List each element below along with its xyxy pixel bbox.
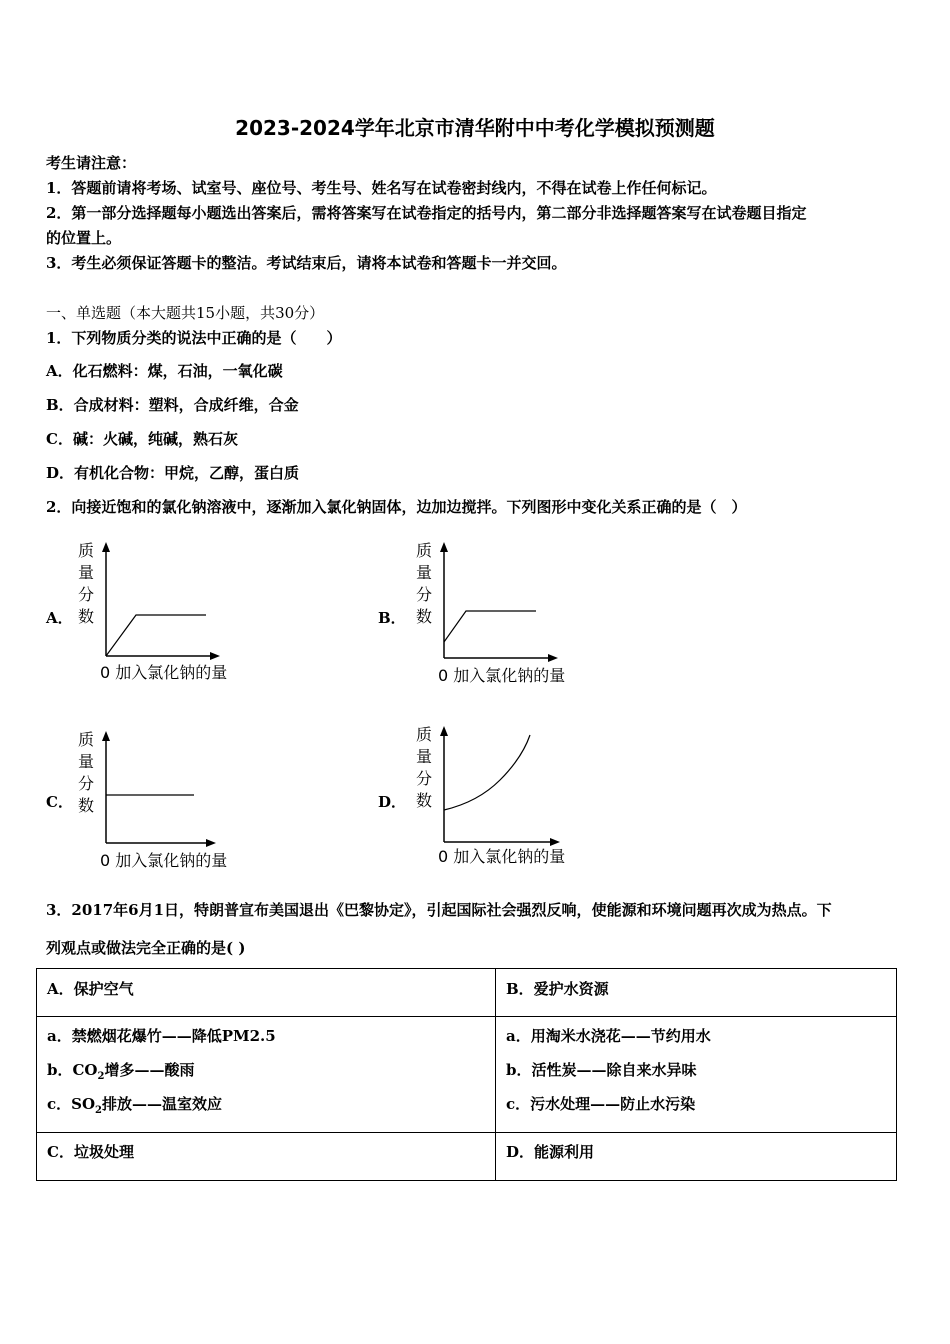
graph-c-ylabel-4: 数 <box>78 796 95 815</box>
q3-b-item-a: a．用淘米水浇花——节约用水 <box>506 1027 711 1045</box>
graph-a-ylabel-2: 量 <box>78 563 95 582</box>
q3-cell-d-head <box>496 1133 897 1181</box>
graph-c-x-arrow <box>206 839 216 847</box>
notice-item-1: 1．答题前请将考场、试室号、座位号、考生号、姓名写在试卷密封线内，不得在试卷上作任何标记。 <box>46 179 717 197</box>
q3-b-item-b: b．活性炭——除自来水异味 <box>506 1061 697 1079</box>
graph-b-ylabel-3: 分 <box>416 585 433 604</box>
graph-a-ylabel-3: 分 <box>78 585 95 604</box>
graph-a-ylabel-1: 质 <box>78 541 95 560</box>
graph-c-y-arrow <box>102 731 110 741</box>
q3-a-item-c-pre: c．SO <box>47 1095 96 1113</box>
q2-graph-a <box>70 538 250 688</box>
graph-d-ylabel-2: 量 <box>416 747 433 766</box>
graph-a-x-arrow <box>210 652 220 660</box>
graph-d-x-arrow <box>550 838 560 846</box>
graph-d-ylabel-4: 数 <box>416 791 433 810</box>
q3-b-head: B．爱护水资源 <box>506 980 609 998</box>
graph-d-ylabel-1: 质 <box>416 725 433 744</box>
page-title: 2023-2024学年北京市清华附中中考化学模拟预测题 <box>235 116 715 140</box>
q3-cell-a-head <box>37 969 496 1017</box>
graph-b-ylabel-2: 量 <box>416 563 433 582</box>
q3-a-item-a: a．禁燃烟花爆竹——降低PM2.5 <box>47 1027 276 1045</box>
q3-b-item-c: c．污水处理——防止水污染 <box>506 1095 696 1113</box>
q3-a-item-b <box>47 1053 485 1087</box>
q3-c-head: C．垃圾处理 <box>47 1143 134 1161</box>
q3-a-item-b-sub: 2 <box>97 1071 105 1082</box>
q3-cell-c-head <box>37 1133 496 1181</box>
graph-b-xlabel: 0 加入氯化钠的量 <box>438 666 566 685</box>
notice-heading: 考生请注意： <box>46 154 137 172</box>
graph-c-xlabel: 0 加入氯化钠的量 <box>100 851 228 870</box>
q3-table <box>36 968 897 1181</box>
q2-graph-c-label: C． <box>46 793 73 811</box>
graph-b-ylabel-4: 数 <box>416 607 433 626</box>
graph-b-y-arrow <box>440 542 448 552</box>
graph-d-curve <box>444 735 530 810</box>
q3-a-item-c-sub: 2 <box>95 1105 103 1116</box>
q3-stem-line-2: 列观点或做法完全正确的是( ) <box>46 939 246 957</box>
q2-stem: 2．向接近饱和的氯化钠溶液中，逐渐加入氯化钠固体，边加边搅拌。下列图形中变化关系正确的是（ ） <box>46 498 747 516</box>
q3-cell-a-items <box>37 1017 496 1133</box>
graph-a-xlabel: 0 加入氯化钠的量 <box>100 663 228 682</box>
graph-c-ylabel-3: 分 <box>78 774 95 793</box>
q1-option-b: B．合成材料：塑料，合成纤维，合金 <box>46 396 299 414</box>
q2-graph-b <box>408 538 588 688</box>
graph-b-ylabel-1: 质 <box>416 541 433 560</box>
q3-a-item-c <box>47 1087 485 1121</box>
graph-a-y-arrow <box>102 542 110 552</box>
graph-a-ylabel-4: 数 <box>78 607 95 626</box>
graph-d-y-arrow <box>440 726 448 736</box>
q3-a-item-b-post: 增多——酸雨 <box>104 1061 195 1079</box>
graph-b-curve <box>444 611 536 642</box>
q1-stem: 1．下列物质分类的说法中正确的是（ ） <box>46 329 342 347</box>
q1-option-d: D．有机化合物：甲烷，乙醇，蛋白质 <box>46 464 300 482</box>
graph-d-xlabel: 0 加入氯化钠的量 <box>438 847 566 866</box>
graph-b-x-arrow <box>548 654 558 662</box>
q2-graph-d-label: D． <box>378 793 407 811</box>
notice-item-2: 2．第一部分选择题每小题选出答案后，需将答案写在试卷指定的括号内，第二部分非选择题答案写在试卷题目指定 <box>46 204 807 222</box>
section-heading: 一、单选题（本大题共15小题，共30分） <box>46 304 325 322</box>
q2-graph-d <box>408 720 588 870</box>
q3-stem-line-1: 3．2017年6月1日，特朗普宣布美国退出《巴黎协定》，引起国际社会强烈反响，使能源和环境问题再次成为热点。下 <box>46 901 832 919</box>
q3-d-head: D．能源利用 <box>506 1143 595 1161</box>
q2-graph-c <box>70 725 250 875</box>
notice-item-3: 3．考生必须保证答题卡的整洁。考试结束后，请将本试卷和答题卡一并交回。 <box>46 254 567 272</box>
q2-graph-a-label: A． <box>46 609 73 627</box>
graph-c-ylabel-1: 质 <box>78 730 95 749</box>
q3-a-item-b-pre: b．CO <box>47 1061 98 1079</box>
notice-item-2-cont: 的位置上。 <box>46 229 122 247</box>
q1-option-a: A．化石燃料：煤，石油，一氧化碳 <box>46 362 283 380</box>
q3-cell-b-items <box>496 1017 897 1133</box>
graph-d-ylabel-3: 分 <box>416 769 433 788</box>
graph-a-curve <box>106 615 206 656</box>
graph-c-ylabel-2: 量 <box>78 752 95 771</box>
q2-graph-b-label: B． <box>378 609 406 627</box>
q1-option-c: C．碱：火碱，纯碱，熟石灰 <box>46 430 238 448</box>
q3-a-head: A．保护空气 <box>47 980 134 998</box>
q3-cell-b-head <box>496 969 897 1017</box>
q3-a-item-c-post: 排放——温室效应 <box>102 1095 223 1113</box>
